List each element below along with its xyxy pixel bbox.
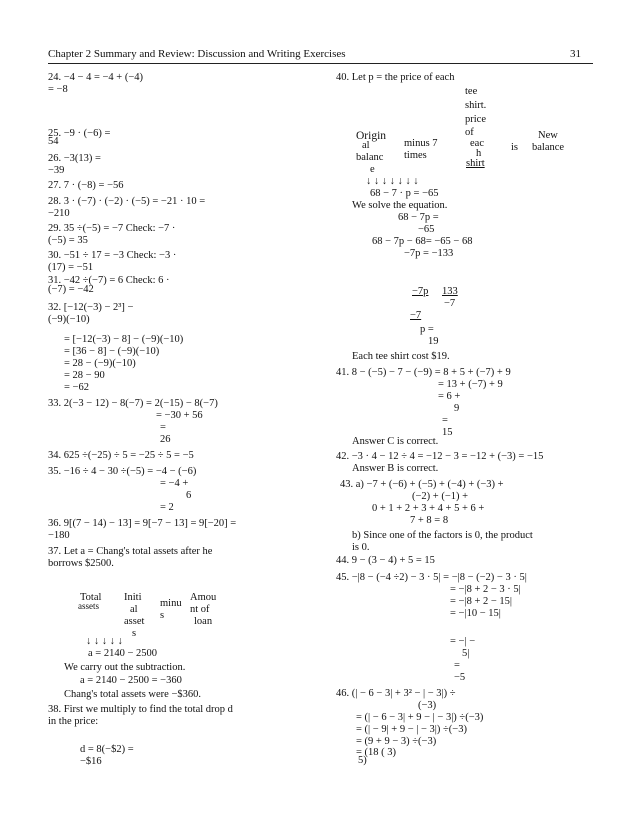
- line: = −62: [64, 382, 89, 393]
- line: = (9 + 9 − 3) ÷(−3): [356, 736, 437, 747]
- line: asset: [124, 616, 145, 627]
- line: assets: [78, 601, 99, 611]
- line: 68 − 7p − 68= −65 − 68: [372, 236, 473, 247]
- line: 26: [160, 434, 171, 445]
- line: s: [132, 628, 137, 639]
- line: 35. −16 ÷ 4 − 30 ÷(−5) = −4 − (−6): [48, 466, 197, 477]
- line: = −|10 − 15|: [450, 608, 501, 619]
- line: d = 8(−$2) =: [80, 744, 134, 755]
- line: borrows $2500.: [48, 558, 114, 569]
- line: 25. −9 · (−6) =: [48, 128, 111, 139]
- line: in the price:: [48, 716, 99, 727]
- line: Origin: [356, 130, 387, 142]
- line: 27. 7 · (−8) = −56: [48, 180, 124, 191]
- line: = (18 ( 3): [356, 747, 397, 758]
- line: = −| −: [450, 636, 476, 647]
- line: 38. First we multiply to find the total drop d: [48, 704, 233, 715]
- line: of: [465, 127, 474, 138]
- line: balance: [532, 142, 565, 153]
- line: −65: [418, 224, 435, 235]
- line: al: [362, 140, 370, 151]
- line: = (| − 9| + 9 − | − 3|) ÷(−3): [356, 724, 467, 735]
- line: 26. −3(13) =: [48, 153, 101, 164]
- line: =: [454, 660, 460, 671]
- line: p =: [420, 324, 434, 335]
- line: −7p = −133: [404, 248, 454, 259]
- line: Answer B is correct.: [352, 463, 439, 474]
- line: 40. Let p = the price of each: [336, 72, 455, 83]
- line: 33. 2(−3 − 12) − 8(−7) = 2(−15) − 8(−7): [48, 398, 218, 409]
- line: = (| − 6 − 3| + 9 − | − 3|) ÷(−3): [356, 712, 484, 723]
- line: e: [370, 164, 375, 175]
- line: Answer C is correct.: [352, 436, 439, 447]
- line: = 2: [160, 502, 174, 513]
- line: 6: [186, 490, 192, 501]
- line: 19: [428, 336, 439, 347]
- line: (−7) = −42: [48, 284, 94, 295]
- line: 36. 9[(7 − 14) − 13] = 9[−7 − 13] = 9[−20] =: [48, 518, 237, 529]
- line: a = 2140 − 2500 = −360: [80, 675, 182, 686]
- line: Each tee shirt cost $19.: [352, 351, 450, 362]
- line: −7: [410, 310, 422, 321]
- line: 7 + 8 = 8: [410, 515, 449, 526]
- line: =: [160, 422, 166, 433]
- line: 68 − 7 · p = −65: [370, 188, 439, 199]
- line: We carry out the subtraction.: [64, 662, 186, 673]
- line: minu: [160, 598, 182, 609]
- line: Initi: [124, 592, 142, 603]
- line: −7p: [412, 286, 429, 297]
- line: tee: [465, 86, 478, 97]
- line: (−2) + (−1) +: [412, 491, 469, 502]
- line: 46. (| − 6 − 3| + 3² − | − 3|) ÷: [336, 688, 456, 699]
- line: 5): [358, 755, 367, 766]
- line: is 0.: [352, 542, 370, 553]
- line: shirt.: [465, 100, 487, 111]
- line: 24. −4 − 4 = −4 + (−4): [48, 72, 144, 83]
- line: 0 + 1 + 2 + 3 + 4 + 5 + 6 +: [372, 503, 485, 514]
- line: minus 7: [404, 138, 438, 149]
- line: ↓ ↓ ↓ ↓ ↓: [86, 636, 123, 647]
- line: = 28 − (−9)(−10): [64, 358, 136, 369]
- line: 9: [454, 403, 460, 414]
- line: 28. 3 · (−7) · (−2) · (−5) = −21 · 10 =: [48, 196, 206, 207]
- chapter-header: Chapter 2 Summary and Review: Discussion and Writing Exercises: [48, 48, 346, 60]
- line: ↓ ↓ ↓ ↓ ↓ ↓ ↓: [366, 176, 419, 187]
- line: −210: [48, 208, 70, 219]
- page-number: 31: [570, 48, 581, 60]
- line: = 28 − 90: [64, 370, 105, 381]
- line: nt of: [190, 604, 210, 615]
- line: 34. 625 ÷(−25) ÷ 5 = −25 ÷ 5 = −5: [48, 450, 194, 461]
- line: =: [442, 415, 448, 426]
- line: −5: [454, 672, 466, 683]
- line: = [36 − 8] − (−9)(−10): [64, 346, 160, 357]
- line: 29. 35 ÷(−5) = −7 Check: −7 ·: [48, 223, 176, 234]
- line: 5|: [462, 648, 470, 659]
- line: eac: [470, 138, 484, 149]
- line: 31. −42 ÷(−7) = 6 Check: 6 ·: [48, 275, 170, 286]
- line: loan: [194, 616, 213, 627]
- line: (−9)(−10): [48, 314, 90, 325]
- line: = 13 + (−7) + 9: [438, 379, 503, 390]
- line: Chang's total assets were −$360.: [64, 689, 201, 700]
- line: 37. Let a = Chang's total assets after he: [48, 546, 213, 557]
- line: 15: [442, 427, 453, 438]
- line: = [−12(−3) − 8] − (−9)(−10): [64, 334, 184, 345]
- line: 45. −|8 − (−4 ÷2) − 3 · 5| = −|8 − (−2) − 3 · 5|: [336, 572, 527, 583]
- line: is: [511, 142, 519, 153]
- line: Amou: [190, 592, 217, 603]
- line: b) Since one of the factors is 0, the product: [352, 530, 533, 541]
- line: = −30 + 56: [156, 410, 203, 421]
- line: 41. 8 − (−5) − 7 − (−9) = 8 + 5 + (−7) + 9: [336, 367, 511, 378]
- line: We solve the equation.: [352, 200, 448, 211]
- line: New: [538, 130, 558, 141]
- line: price: [465, 114, 486, 125]
- line: 32. [−12(−3) − 2³] −: [48, 302, 134, 313]
- line: 30. −51 ÷ 17 = −3 Check: −3 ·: [48, 250, 177, 261]
- line: (−5) = 35: [48, 235, 88, 246]
- line: (17) = −51: [48, 262, 94, 273]
- line: −7: [444, 298, 456, 309]
- line: h: [476, 148, 482, 159]
- line: Total: [80, 592, 102, 603]
- line: (−3): [418, 700, 437, 711]
- line: 43. a) −7 + (−6) + (−5) + (−4) + (−3) +: [340, 479, 504, 490]
- line: = −4 +: [160, 478, 189, 489]
- line: −180: [48, 530, 70, 541]
- header-rule: [48, 63, 593, 64]
- line: 44. 9 − (3 − 4) + 5 = 15: [336, 555, 435, 566]
- line: al: [130, 604, 138, 615]
- line: = −|8 + 2 − 3 · 5|: [450, 584, 521, 595]
- line: −$16: [80, 756, 102, 767]
- line: a = 2140 − 2500: [88, 648, 158, 659]
- line: = −|8 + 2 − 15|: [450, 596, 513, 607]
- line: = 6 +: [438, 391, 461, 402]
- line: 42. −3 · 4 − 12 ÷ 4 = −12 − 3 = −12 + (−3) = −15: [336, 451, 544, 462]
- line: −39: [48, 165, 65, 176]
- line: 68 − 7p =: [398, 212, 439, 223]
- line: balanc: [356, 152, 384, 163]
- line: = −8: [48, 84, 68, 95]
- line: s: [160, 610, 165, 621]
- line: times: [404, 150, 427, 161]
- line: shirt: [466, 158, 485, 169]
- line: 54: [48, 136, 59, 147]
- line: 133: [442, 286, 458, 297]
